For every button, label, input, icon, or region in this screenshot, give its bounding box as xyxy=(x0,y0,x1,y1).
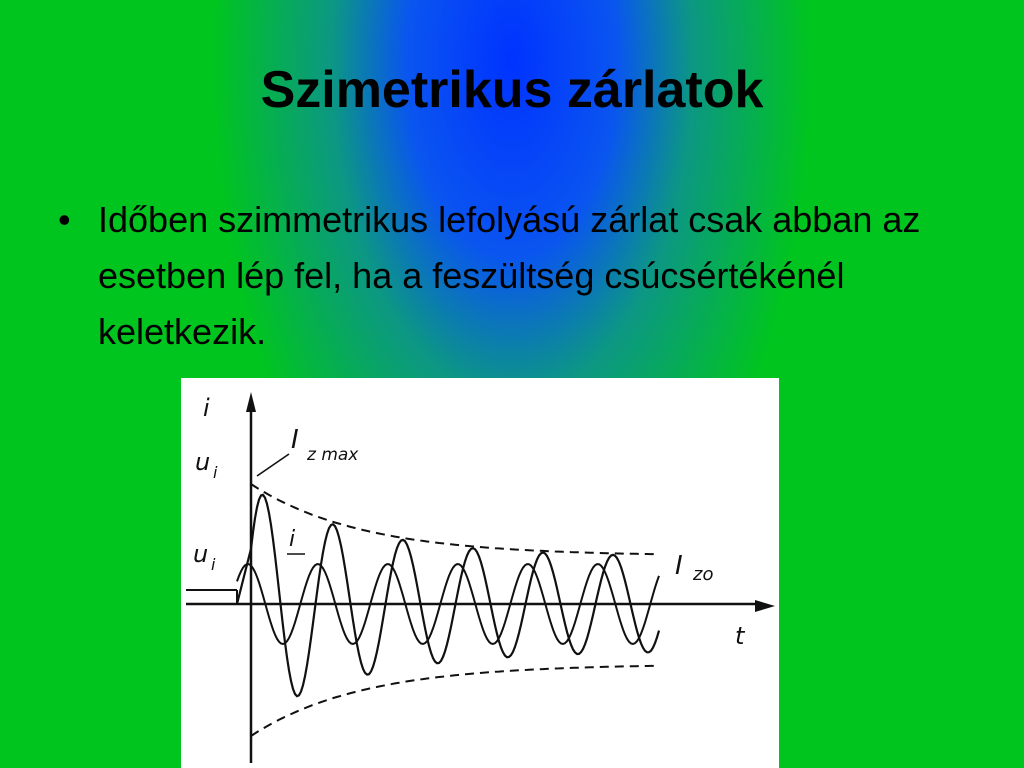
upper-envelope xyxy=(251,484,659,554)
iz-max-subscript: z max xyxy=(307,445,359,465)
short-circuit-current-curve xyxy=(237,495,659,696)
y-axis-arrow xyxy=(246,392,256,412)
iz0-subscript: zo xyxy=(693,564,714,585)
lower-envelope xyxy=(251,666,659,736)
u-lower-subscript: i xyxy=(211,555,216,574)
y-axis-label: i xyxy=(203,394,210,422)
bullet-text: Időben szimmetrikus lefolyású zárlat csak abban az esetben lép fel, ha a feszültség csúcsértékénél keletkezik. xyxy=(98,199,921,352)
waveform-diagram xyxy=(181,378,779,768)
short-circuit-figure xyxy=(181,378,779,768)
bullet-list xyxy=(58,192,978,360)
slide-title: Szimetrikus zárlatok xyxy=(260,61,764,119)
u-lower-label: u xyxy=(193,540,209,568)
bullet-marker: • xyxy=(58,199,71,240)
t-axis-arrow xyxy=(755,600,775,612)
t-axis-label: t xyxy=(735,622,745,650)
bullet-item xyxy=(58,192,978,360)
iz0-label: I xyxy=(675,551,683,581)
iz-max-label: I xyxy=(291,425,299,455)
iz-max-pointer xyxy=(257,454,289,476)
u-upper-subscript: i xyxy=(213,463,218,482)
u-upper-label: u xyxy=(195,448,211,476)
i-curve-label: i xyxy=(289,527,296,552)
